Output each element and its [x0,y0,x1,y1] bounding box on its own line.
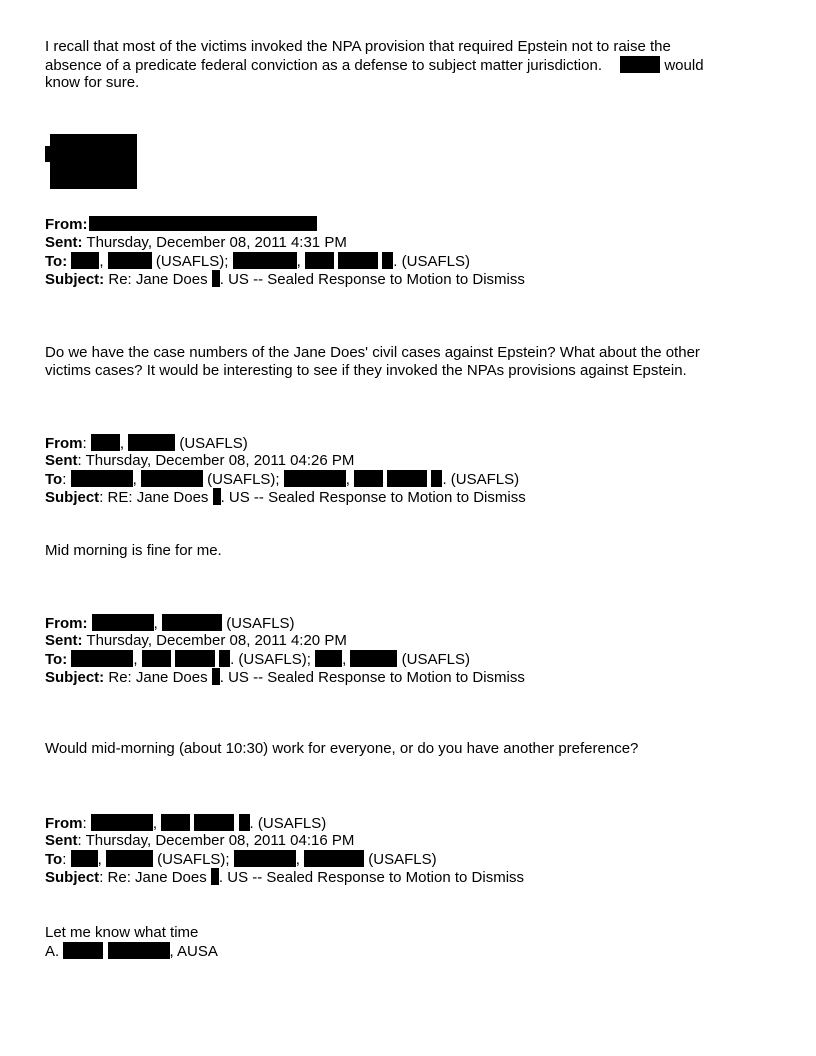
subject-label: Subject: [45,271,105,288]
to-label: To: [45,651,68,668]
email-header [45,614,775,686]
sent-line [45,234,775,252]
sent-value: : Thursday, December 08, 2011 04:26 PM [77,452,355,469]
redaction-block [128,434,175,451]
redaction-block [284,470,346,487]
recipient-org: . (USAFLS); [230,651,311,668]
sent-line [45,452,775,470]
sent-label: Sent: [45,234,83,251]
subject-line [45,488,775,506]
from-label: From [45,435,83,452]
redaction-block [219,650,230,667]
separator: , [153,615,158,632]
sender-org: (USAFLS) [226,615,295,632]
from-label: From [45,815,83,832]
redaction-block [45,146,53,162]
to-label: To [45,851,63,868]
redaction-block [304,850,364,867]
from-line: From: , (USAFLS) [45,435,248,452]
signature-text: A. [45,943,60,960]
to-label: To: [45,253,68,270]
separator: , [119,435,125,452]
subject-label: Subject [45,869,100,886]
redaction-block [213,488,221,505]
sent-label: Sent: [45,632,83,649]
subject-line [45,270,775,288]
redaction-block [431,470,442,487]
from-label: From: [45,216,88,233]
redaction-block [239,814,250,831]
subject-text: . US -- Sealed Response to Motion to Dismiss [218,869,525,886]
body-line: Would mid-morning (about 10:30) work for everyone, or do you have another preference? [45,740,639,757]
subject-text: . US -- Sealed Response to Motion to Dismiss [219,669,525,686]
redaction-block [387,470,427,487]
intro-text: absence of a predicate federal conviction as a defense to subject matter jurisdiction. [45,57,602,74]
email-header [45,434,775,506]
email-body [45,344,775,380]
intro-line: I recall that most of the victims invoked the NPA provision that required Epstein not to raise the [45,38,671,55]
email-body [45,740,775,758]
redaction-block [89,216,317,231]
separator: , [342,651,347,668]
separator: , [152,815,158,832]
sent-value: : Thursday, December 08, 2011 04:16 PM [77,832,355,849]
redaction-block [71,470,133,487]
redaction-block [92,614,154,631]
separator: , [295,851,300,868]
redaction-block [338,252,378,269]
sent-value: Thursday, December 08, 2011 4:31 PM [86,234,347,251]
subject-label: Subject [45,489,100,506]
email-header [45,814,775,886]
to-line: To: , (USAFLS); , . (USAFLS) [45,471,520,488]
to-line [45,650,775,668]
redaction-block [141,470,203,487]
subject-text: Re: Jane Does [108,669,208,686]
intro-paragraph [45,38,775,92]
from-line: From: , . (USAFLS) [45,815,327,832]
recipient-org: (USAFLS); [207,471,280,488]
separator: , [132,471,137,488]
subject-text: : RE: Jane Does [99,489,209,506]
redaction-block [382,252,393,269]
subject-text: . US -- Sealed Response to Motion to Dismiss [220,489,526,506]
email-body [45,924,775,960]
to-label: To [45,471,63,488]
redaction-block [315,650,342,667]
sent-label: Sent [45,832,78,849]
body-line: Do we have the case numbers of the Jane Does' civil cases against Epstein? What about the other [45,344,700,361]
redaction-block [63,942,103,959]
redaction-block [106,850,153,867]
redaction-block [142,650,171,667]
redaction-block [91,434,120,451]
redaction-block [71,650,133,667]
separator: , [99,253,104,270]
subject-text: Re: Jane Does [108,271,208,288]
redaction-block [212,668,220,685]
from-line [45,614,775,632]
redaction-block [91,814,153,831]
redaction-block [50,134,137,189]
separator: , [133,651,138,668]
signature-text: , AUSA [169,943,218,960]
recipient-org: (USAFLS) [368,851,437,868]
redaction-block [108,252,152,269]
intro-line: know for sure. [45,74,140,91]
separator: , [97,851,102,868]
redacted-signature [45,134,137,189]
to-line [45,252,775,270]
body-line: Mid morning is fine for me. [45,542,222,559]
sent-label: Sent [45,452,78,469]
redaction-block [234,850,296,867]
from-line [45,216,775,234]
subject-label: Subject: [45,669,105,686]
redaction-block [350,650,397,667]
redaction-block [233,252,297,269]
recipient-org: . (USAFLS) [393,253,470,270]
from-label: From: [45,615,88,632]
redaction-block [71,850,98,867]
redaction-block [175,650,215,667]
separator: , [345,471,350,488]
recipient-org: (USAFLS) [401,651,470,668]
recipient-org: (USAFLS); [155,253,229,270]
intro-line [45,56,775,74]
redaction-block [212,270,220,287]
separator: , [296,253,301,270]
redaction-block [211,868,219,885]
email-body [45,542,775,560]
sent-line [45,832,775,850]
email-header [45,216,775,288]
subject-text: : Re: Jane Does [99,869,207,886]
redaction-block [620,56,660,73]
redaction-block [194,814,234,831]
redaction-block [354,470,383,487]
body-line: Let me know what time [45,924,199,941]
redaction-block [161,814,190,831]
sent-line [45,632,775,650]
to-line: To: , (USAFLS); , (USAFLS) [45,851,437,868]
redaction-block [162,614,222,631]
sent-value: Thursday, December 08, 2011 4:20 PM [86,632,347,649]
signature-line [45,942,775,960]
redaction-block [305,252,334,269]
body-line: victims cases? It would be interesting to see if they invoked the NPAs provisions against Epstein. [45,362,687,379]
subject-line [45,868,775,886]
subject-text: . US -- Sealed Response to Motion to Dismiss [219,271,525,288]
subject-line [45,668,775,686]
intro-text: would [664,57,704,74]
sender-org: (USAFLS) [179,435,248,452]
recipient-org: . (USAFLS) [442,471,520,488]
redaction-block [108,942,170,959]
sender-org: . (USAFLS) [249,815,327,832]
recipient-org: (USAFLS); [157,851,230,868]
redaction-block [71,252,99,269]
